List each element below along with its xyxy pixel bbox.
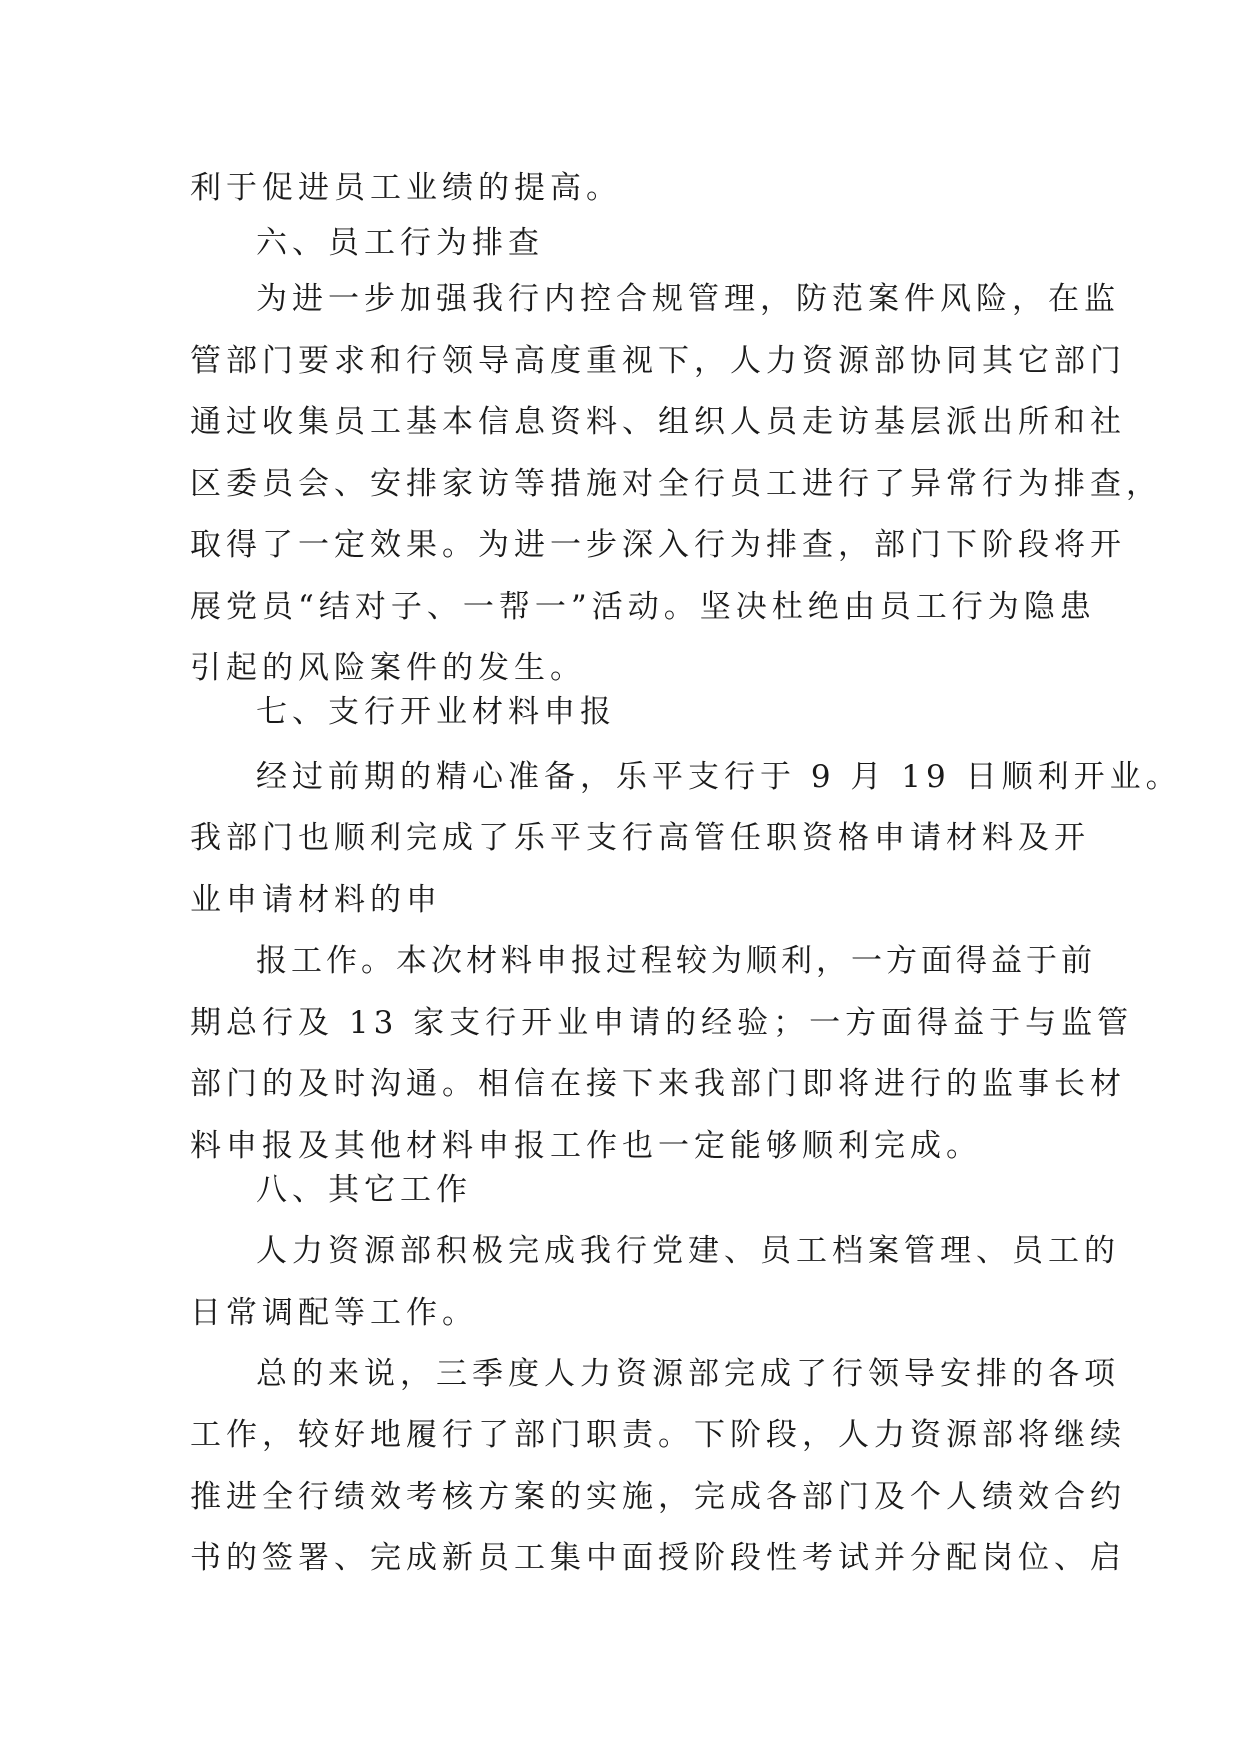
- body-text-line: 推进全行绩效考核方案的实施，完成各部门及个人绩效合约: [190, 1479, 1126, 1515]
- body-text-line: 利于促进员工业绩的提高。: [190, 170, 622, 206]
- body-text-line: 展党员“结对子、一帮一”活动。坚决杜绝由员工行为隐患: [190, 589, 1096, 625]
- body-text-line: 总的来说，三季度人力资源部完成了行领导安排的各项: [256, 1356, 1120, 1392]
- body-text-line: 部门的及时沟通。相信在接下来我部门即将进行的监事长材: [190, 1066, 1126, 1102]
- body-text-line: 取得了一定效果。为进一步深入行为排查，部门下阶段将开: [190, 527, 1126, 563]
- body-text-line: 业申请材料的申: [190, 882, 442, 918]
- body-text-line: 经过前期的精心准备，乐平支行于 9 月 19 日顺利开业。: [256, 759, 1182, 795]
- body-text-line: 报工作。本次材料申报过程较为顺利，一方面得益于前: [256, 943, 1096, 979]
- body-text-line: 工作，较好地履行了部门职责。下阶段，人力资源部将继续: [190, 1417, 1126, 1453]
- section-heading-6: 六、员工行为排查: [256, 225, 544, 261]
- section-heading-7: 七、支行开业材料申报: [256, 694, 616, 730]
- body-text-line: 我部门也顺利完成了乐平支行高管任职资格申请材料及开: [190, 820, 1090, 856]
- body-text-line: 通过收集员工基本信息资料、组织人员走访基层派出所和社: [190, 404, 1126, 440]
- body-text-line: 书的签署、完成新员工集中面授阶段性考试并分配岗位、启: [190, 1540, 1126, 1576]
- body-text-line: 人力资源部积极完成我行党建、员工档案管理、员工的: [256, 1233, 1120, 1269]
- body-text-line: 管部门要求和行领导高度重视下，人力资源部协同其它部门: [190, 343, 1126, 379]
- body-text-line: 期总行及 13 家支行开业申请的经验；一方面得益于与监管: [190, 1005, 1134, 1041]
- body-text-line: 为进一步加强我行内控合规管理，防范案件风险，在监: [256, 281, 1120, 317]
- section-heading-8: 八、其它工作: [256, 1172, 472, 1208]
- body-text-line: 日常调配等工作。: [190, 1295, 478, 1331]
- body-text-line: 引起的风险案件的发生。: [190, 650, 586, 686]
- body-text-line: 料申报及其他材料申报工作也一定能够顺利完成。: [190, 1128, 982, 1164]
- body-text-line: 区委员会、安排家访等措施对全行员工进行了异常行为排查，: [190, 466, 1162, 502]
